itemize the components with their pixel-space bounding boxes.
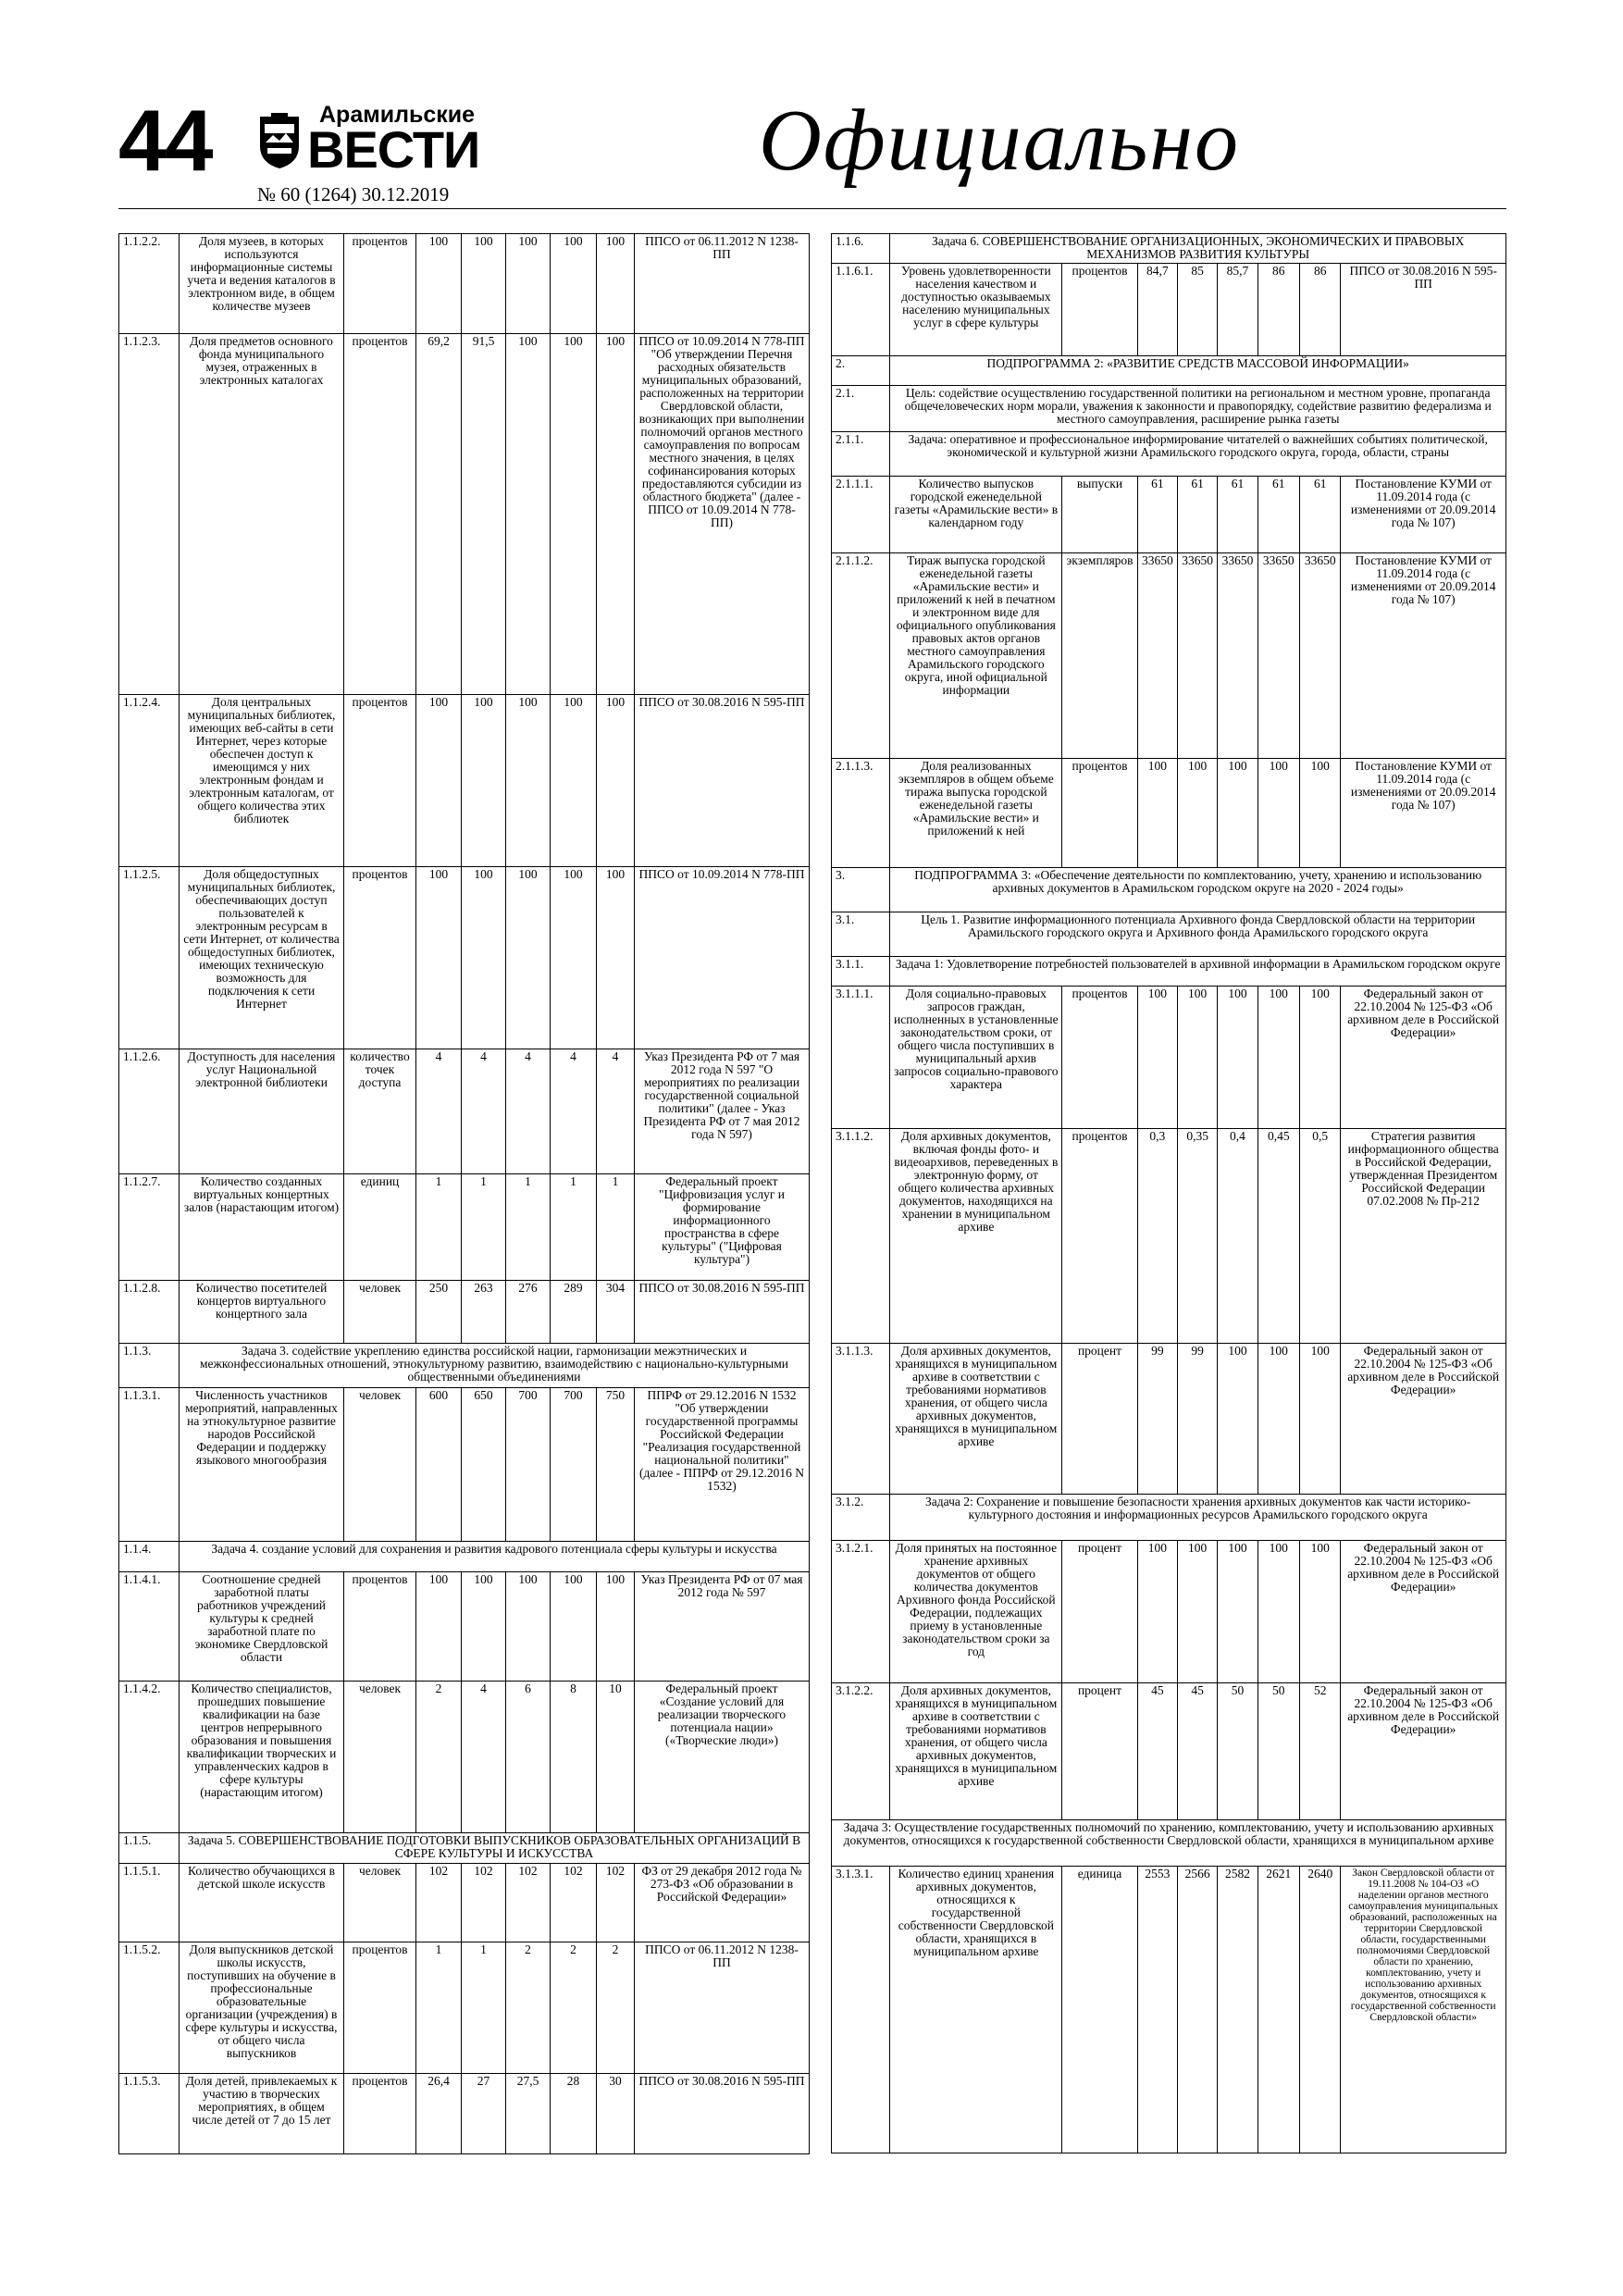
value-2021: 45 [1177, 1683, 1217, 1820]
indicator-name: Количество созданных виртуальных концертных залов (нарастающим итогом) [180, 1174, 344, 1281]
value-2020: 84,7 [1137, 264, 1177, 356]
indicator-name: Доля музеев, в которых используются информационные системы учета и ведения каталогов в электронном виде, в общем количестве музеев [180, 234, 344, 334]
task-text: ПОДПРОГРАММА 2: «РАЗВИТИЕ СРЕДСТВ МАССОВОЙ ИНФОРМАЦИИ» [890, 356, 1506, 386]
indicator-name: Доля детей, привлекаемых к участию в творческих мероприятиях, в общем числе детей от 7 до 15 лет [180, 2074, 344, 2154]
task-text: Задача 2: Сохранение и повышение безопасности хранения архивных документов как части историко-культурного достояния и информационных ресурсов Арамильского городского округа [890, 1495, 1506, 1541]
indicator-name: Количество выпусков городской еженедельной газеты «Арамильские вести» в календарном году [890, 477, 1062, 553]
value-2022: 27,5 [506, 2074, 551, 2154]
value-2023: 700 [551, 1388, 597, 1542]
row-code: 3.1.2.2. [832, 1683, 890, 1820]
source-document: Закон Свердловской области от 19.11.2008 № 104-ОЗ «О наделении органов местного самоуправления муниципальных образований, расположенных на территории Свердловской области, государственными полномочиями Свердловской области по хранению, комплектованию, учету и использованию архивных документов, относящихся к государственной собственности Свердловской области» [1341, 1867, 1506, 2153]
table-row [832, 1867, 1506, 2153]
row-code: 2.1.1.3. [832, 759, 890, 868]
row-code: 3.1.1. [832, 957, 890, 987]
value-2024: 1 [597, 1174, 635, 1281]
value-2020: 100 [416, 867, 462, 1049]
unit: выпуски [1062, 477, 1137, 553]
task-row [832, 234, 1506, 264]
value-2022: 276 [506, 1281, 551, 1344]
value-2020: 100 [416, 695, 462, 867]
value-2022: 100 [1218, 1541, 1258, 1683]
table-row [832, 759, 1506, 868]
unit: количество точек доступа [344, 1049, 416, 1174]
value-2020: 100 [1137, 987, 1177, 1129]
task-text: Задача 4. создание условий для сохранения и развития кадрового потенциала сферы культуры и искусства [180, 1542, 810, 1572]
value-2021: 263 [462, 1281, 506, 1344]
table-row [832, 1683, 1506, 1820]
value-2022: 2 [506, 1942, 551, 2074]
row-code: 1.1.5.1. [119, 1864, 180, 1942]
table-row [119, 1388, 810, 1542]
value-2021: 100 [1177, 1541, 1217, 1683]
table-row [119, 2074, 810, 2154]
task-text: Задача: оперативное и профессиональное информирование читателей о важнейших событиях политической, экономической и культурной жизни Арамильского городского округа, города, области, страны [890, 432, 1506, 477]
value-2024: 100 [597, 234, 635, 334]
value-2021: 650 [462, 1388, 506, 1542]
row-code: 3.1. [832, 912, 890, 957]
row-code: 3.1.1.3. [832, 1344, 890, 1495]
value-2020: 250 [416, 1281, 462, 1344]
unit: единиц [344, 1174, 416, 1281]
value-2023: 100 [1258, 759, 1299, 868]
value-2024: 100 [597, 334, 635, 695]
table-row [119, 334, 810, 695]
task-row [832, 356, 1506, 386]
logo-main-text: ВЕСТИ [307, 120, 480, 179]
value-2020: 99 [1137, 1344, 1177, 1495]
table-row [832, 553, 1506, 759]
table-row [119, 1682, 810, 1833]
task-text: Задача 5. СОВЕРШЕНСТВОВАНИЕ ПОДГОТОВКИ ВЫПУСКНИКОВ ОБРАЗОВАТЕЛЬНЫХ ОРГАНИЗАЦИЙ В СФЕРЕ КУЛЬТУРЫ И ИСКУССТВА [180, 1833, 810, 1864]
source-document: Федеральный закон от 22.10.2004 № 125-ФЗ «Об архивном деле в Российской Федерации» [1341, 1683, 1506, 1820]
indicator-name: Количество специалистов, прошедших повышение квалификации на базе центров непрерывного образования и повышения квалификации творческих и управленческих кадров в сфере культуры (нарастающим итогом) [180, 1682, 344, 1833]
source-document: ППСО от 30.08.2016 N 595-ПП [635, 1281, 810, 1344]
indicator-name: Доля предметов основного фонда муниципального музея, отраженных в электронных каталогах [180, 334, 344, 695]
source-document: Стратегия развития информационного общества в Российской Федерации, утвержденная Президентом Российской Федерации 07.02.2008 № Пр-212 [1341, 1129, 1506, 1344]
task-text: Цель: содействие осуществлению государственной политики на региональном и местном уровне, пропаганда общечеловеческих норм морали, уважения к законности и правопорядку, содействие развитию федерализма и местного самоуправления, расширение рынка газеты [890, 386, 1506, 432]
value-2023: 86 [1258, 264, 1299, 356]
value-2023: 100 [551, 695, 597, 867]
value-2020: 0,3 [1137, 1129, 1177, 1344]
indicator-name: Доля социально-правовых запросов граждан, исполненных в установленные законодательством сроки, от общего числа поступивших в муниципальный архив запросов социально-правового характера [890, 987, 1062, 1129]
task-text: Задача 1: Удовлетворение потребностей пользователей в архивной информации в Арамильском городском округе [890, 957, 1506, 987]
value-2020: 600 [416, 1388, 462, 1542]
unit: процентов [344, 1942, 416, 2074]
value-2021: 61 [1177, 477, 1217, 553]
task-text: Задача 3. содействие укреплению единства российской нации, гармонизации межэтнических и межконфессиональных отношений, этнокультурному развитию, взаимодействию с национально-культурными общественными объединениями [180, 1344, 810, 1388]
value-2020: 100 [1137, 759, 1177, 868]
unit: процентов [344, 867, 416, 1049]
indicator-name: Тираж выпуска городской еженедельной газеты «Арамильские вести» и приложений к ней в печатном и электронном виде для официального опубликования правовых актов органов местного самоуправления Арамильского городского округа, иной официальной информации [890, 553, 1062, 759]
task-text: Цель 1. Развитие информационного потенциала Архивного фонда Свердловской области на территории Арамильского городского округа и Архивного фонда Арамильского городского округа [890, 912, 1506, 957]
row-code: 1.1.2.3. [119, 334, 180, 695]
value-2023: 61 [1258, 477, 1299, 553]
unit: процентов [344, 334, 416, 695]
task-row [832, 386, 1506, 432]
value-2020: 26,4 [416, 2074, 462, 2154]
table-row [119, 1049, 810, 1174]
page-header [0, 0, 1623, 205]
value-2022: 85,7 [1218, 264, 1258, 356]
value-2022: 100 [506, 1572, 551, 1682]
table-row [119, 1942, 810, 2074]
row-code: 1.1.6. [832, 234, 890, 264]
row-code: 2.1.1. [832, 432, 890, 477]
table-row [832, 264, 1506, 356]
value-2023: 0,45 [1258, 1129, 1299, 1344]
row-code: 1.1.2.4. [119, 695, 180, 867]
value-2023: 1 [551, 1174, 597, 1281]
task-row [832, 912, 1506, 957]
table-row [832, 1541, 1506, 1683]
value-2024: 100 [1300, 1541, 1341, 1683]
indicator-name: Доля архивных документов, включая фонды фото- и видеоархивов, переведенных в электронную форму, от общего количества архивных документов, находящихся на хранении в муниципальном архиве [890, 1129, 1062, 1344]
value-2024: 86 [1300, 264, 1341, 356]
indicators-table-left [118, 233, 810, 2154]
value-2021: 33650 [1177, 553, 1217, 759]
row-code: 1.1.2.7. [119, 1174, 180, 1281]
value-2022: 100 [1218, 759, 1258, 868]
task-text: ПОДПРОГРАММА 3: «Обеспечение деятельности по комплектованию, учету, хранению и использованию архивных документов в Арамильском городском округе на 2020 - 2024 годы» [890, 868, 1506, 912]
value-2020: 69,2 [416, 334, 462, 695]
row-code: 3.1.3.1. [832, 1867, 890, 2153]
unit: человек [344, 1864, 416, 1942]
source-document: Указ Президента РФ от 7 мая 2012 года N 597 "О мероприятиях по реализации государственной социальной политики" (далее - Указ Президента РФ от 7 мая 2012 года N 597) [635, 1049, 810, 1174]
unit: процент [1062, 1683, 1137, 1820]
unit: процентов [1062, 759, 1137, 868]
value-2020: 33650 [1137, 553, 1177, 759]
unit: процентов [344, 695, 416, 867]
task-row [119, 1833, 810, 1864]
value-2020: 45 [1137, 1683, 1177, 1820]
value-2023: 33650 [1258, 553, 1299, 759]
value-2024: 100 [597, 1572, 635, 1682]
source-document: Федеральный закон от 22.10.2004 № 125-ФЗ «Об архивном деле в Российской Федерации» [1341, 987, 1506, 1129]
indicator-name: Доступность для населения услуг Национальной электронной библиотеки [180, 1049, 344, 1174]
source-document: ФЗ от 29 декабря 2012 года № 273-ФЗ «Об образовании в Российской Федерации» [635, 1864, 810, 1942]
source-document: Федеральный закон от 22.10.2004 № 125-ФЗ «Об архивном деле в Российской Федерации» [1341, 1541, 1506, 1683]
value-2021: 27 [462, 2074, 506, 2154]
value-2024: 2 [597, 1942, 635, 2074]
value-2020: 100 [1137, 1541, 1177, 1683]
row-code: 1.1.5.3. [119, 2074, 180, 2154]
task-row [119, 1542, 810, 1572]
value-2023: 4 [551, 1049, 597, 1174]
row-code: 1.1.3. [119, 1344, 180, 1388]
row-code: 1.1.4. [119, 1542, 180, 1572]
value-2021: 4 [462, 1682, 506, 1833]
value-2021: 100 [462, 695, 506, 867]
unit: процентов [1062, 1129, 1137, 1344]
unit: процентов [1062, 264, 1137, 356]
value-2021: 100 [462, 234, 506, 334]
unit: процентов [344, 2074, 416, 2154]
value-2022: 0,4 [1218, 1129, 1258, 1344]
value-2022: 50 [1218, 1683, 1258, 1820]
value-2021: 100 [462, 1572, 506, 1682]
indicator-name: Численность участников мероприятий, направленных на этнокультурное развитие народов Российской Федерации и поддержку языкового многообразия [180, 1388, 344, 1542]
value-2024: 4 [597, 1049, 635, 1174]
section-title: Официально [759, 93, 1241, 189]
table-row [119, 1174, 810, 1281]
city-emblem-icon [256, 111, 303, 170]
source-document: Федеральный проект "Цифровизация услуг и формирование информационного пространства в сфере культуры" ("Цифровая культура") [635, 1174, 810, 1281]
value-2024: 100 [1300, 1344, 1341, 1495]
row-code: 1.1.5. [119, 1833, 180, 1864]
table-row [119, 234, 810, 334]
value-2023: 2 [551, 1942, 597, 2074]
source-document: Федеральный проект «Создание условий для реализации творческого потенциала нации» («Творческие люди») [635, 1682, 810, 1833]
value-2020: 61 [1137, 477, 1177, 553]
value-2022: 100 [1218, 987, 1258, 1129]
value-2021: 85 [1177, 264, 1217, 356]
value-2020: 4 [416, 1049, 462, 1174]
table-row [119, 867, 810, 1049]
value-2023: 2621 [1258, 1867, 1299, 2153]
task-row [832, 432, 1506, 477]
value-2023: 100 [1258, 987, 1299, 1129]
indicator-name: Уровень удовлетворенности населения качеством и доступностью оказываемых населению муниципальных услуг в сфере культуры [890, 264, 1062, 356]
value-2024: 102 [597, 1864, 635, 1942]
value-2021: 100 [462, 867, 506, 1049]
header-divider [118, 208, 1506, 209]
value-2021: 0,35 [1177, 1129, 1217, 1344]
row-code: 2. [832, 356, 890, 386]
source-document: ППРФ от 29.12.2016 N 1532 "Об утверждении государственной программы Российской Федерации "Реализация государственной национальной политики" (далее - ППРФ от 29.12.2016 N 1532) [635, 1388, 810, 1542]
indicator-name: Доля общедоступных муниципальных библиотек, обеспечивающих доступ пользователей к электронным ресурсам в сети Интернет, от количества общедоступных библиотек, имеющих техническую возможность для подключения к сети Интернет [180, 867, 344, 1049]
value-2024: 304 [597, 1281, 635, 1344]
value-2023: 100 [551, 334, 597, 695]
value-2022: 100 [506, 695, 551, 867]
value-2020: 102 [416, 1864, 462, 1942]
value-2022: 2582 [1218, 1867, 1258, 2153]
indicator-name: Доля принятых на постоянное хранение архивных документов от общего количества документов Архивного фонда Российской Федерации, подлежащих приему в установленные законодательством сроки за год [890, 1541, 1062, 1683]
row-code: 3.1.2. [832, 1495, 890, 1541]
unit: человек [344, 1388, 416, 1542]
value-2023: 102 [551, 1864, 597, 1942]
value-2021: 1 [462, 1942, 506, 2074]
value-2024: 100 [1300, 759, 1341, 868]
value-2020: 2553 [1137, 1867, 1177, 2153]
row-code: 1.1.2.6. [119, 1049, 180, 1174]
logo-top-text: Арамильские [319, 102, 476, 128]
value-2023: 28 [551, 2074, 597, 2154]
value-2023: 8 [551, 1682, 597, 1833]
value-2023: 50 [1258, 1683, 1299, 1820]
row-code: 1.1.3.1. [119, 1388, 180, 1542]
value-2022: 61 [1218, 477, 1258, 553]
source-document: Постановление КУМИ от 11.09.2014 года (с изменениями от 20.09.2014 года № 107) [1341, 477, 1506, 553]
task-row [119, 1344, 810, 1388]
source-document: Постановление КУМИ от 11.09.2014 года (с изменениями от 20.09.2014 года № 107) [1341, 759, 1506, 868]
source-document: ППСО от 10.09.2014 N 778-ПП [635, 867, 810, 1049]
row-code: 3.1.1.2. [832, 1129, 890, 1344]
value-2023: 100 [1258, 1344, 1299, 1495]
value-2024: 100 [597, 867, 635, 1049]
value-2020: 100 [416, 1572, 462, 1682]
value-2022: 100 [506, 334, 551, 695]
value-2023: 100 [551, 1572, 597, 1682]
value-2024: 100 [597, 695, 635, 867]
value-2022: 100 [1218, 1344, 1258, 1495]
value-2021: 100 [1177, 987, 1217, 1129]
task-row [832, 868, 1506, 912]
table-row [832, 477, 1506, 553]
indicator-name: Доля реализованных экземпляров в общем объеме тиража выпуска городской еженедельной газеты «Арамильские вести» и приложений к ней [890, 759, 1062, 868]
task-row [832, 1495, 1506, 1541]
table-row [832, 1344, 1506, 1495]
row-code: 1.1.4.1. [119, 1572, 180, 1682]
task-row [832, 1820, 1506, 1867]
unit: процент [1062, 1344, 1137, 1495]
value-2024: 10 [597, 1682, 635, 1833]
value-2020: 2 [416, 1682, 462, 1833]
row-code: 1.1.2.5. [119, 867, 180, 1049]
table-row [832, 987, 1506, 1129]
indicator-name: Соотношение средней заработной платы работников учреждений культуры к средней заработной плате по экономике Свердловской области [180, 1572, 344, 1682]
value-2024: 2640 [1300, 1867, 1341, 2153]
value-2023: 289 [551, 1281, 597, 1344]
value-2024: 0,5 [1300, 1129, 1341, 1344]
unit: процентов [1062, 987, 1137, 1129]
row-code: 1.1.6.1. [832, 264, 890, 356]
indicator-name: Доля выпускников детской школы искусств, поступивших на обучение в профессиональные образовательные организации (учреждения) в сфере культуры и искусства, от общего числа выпускников [180, 1942, 344, 2074]
source-document: ППСО от 30.08.2016 N 595-ПП [635, 695, 810, 867]
indicator-name: Доля центральных муниципальных библиотек, имеющих веб-сайты в сети Интернет, через которые обеспечен доступ к имеющимся у них электронным фондам и электронным каталогам, от общего количества этих библиотек [180, 695, 344, 867]
page-number: 44 [118, 92, 212, 189]
table-row [119, 695, 810, 867]
row-code: 3.1.2.1. [832, 1541, 890, 1683]
value-2024: 33650 [1300, 553, 1341, 759]
row-code: 2.1. [832, 386, 890, 432]
newspaper-logo [254, 104, 481, 180]
value-2021: 99 [1177, 1344, 1217, 1495]
source-document: Федеральный закон от 22.10.2004 № 125-ФЗ «Об архивном деле в Российской Федерации» [1341, 1344, 1506, 1495]
table-row [119, 1281, 810, 1344]
indicator-name: Доля архивных документов, хранящихся в муниципальном архиве в соответствии с требованиями нормативов хранения, от общего числа архивных документов, хранящихся в муниципальном архиве [890, 1344, 1062, 1495]
unit: человек [344, 1682, 416, 1833]
row-code: 2.1.1.1. [832, 477, 890, 553]
table-row [119, 1864, 810, 1942]
value-2024: 750 [597, 1388, 635, 1542]
indicator-name: Количество посетителей концертов виртуального концертного зала [180, 1281, 344, 1344]
unit: человек [344, 1281, 416, 1344]
value-2023: 100 [551, 867, 597, 1049]
value-2022: 4 [506, 1049, 551, 1174]
source-document: ППСО от 10.09.2014 N 778-ПП "Об утверждении Перечня расходных обязательств муниципальных образований, расположенных на территории Свердловской области, возникающих при выполнении полномочий органов местного самоуправления по вопросам местного значения, в целях софинансирования которых предоставляются субсидии из областного бюджета" (далее - ППСО от 10.09.2014 N 778-ПП) [635, 334, 810, 695]
value-2022: 700 [506, 1388, 551, 1542]
row-code: 3. [832, 868, 890, 912]
source-document: ППСО от 30.08.2016 N 595-ПП [1341, 264, 1506, 356]
task-text: Задача 6. СОВЕРШЕНСТВОВАНИЕ ОРГАНИЗАЦИОННЫХ, ЭКОНОМИЧЕСКИХ И ПРАВОВЫХ МЕХАНИЗМОВ РАЗВИТИЯ КУЛЬТУРЫ [890, 234, 1506, 264]
value-2024: 61 [1300, 477, 1341, 553]
value-2024: 100 [1300, 987, 1341, 1129]
table-row [119, 1572, 810, 1682]
source-document: Указ Президента РФ от 07 мая 2012 года № 597 [635, 1572, 810, 1682]
indicator-name: Количество единиц хранения архивных документов, относящихся к государственной собственности Свердловской области, хранящихся в муниципальном архиве [890, 1867, 1062, 2153]
value-2022: 1 [506, 1174, 551, 1281]
value-2021: 2566 [1177, 1867, 1217, 2153]
source-document: Постановление КУМИ от 11.09.2014 года (с изменениями от 20.09.2014 года № 107) [1341, 553, 1506, 759]
value-2023: 100 [551, 234, 597, 334]
value-2020: 100 [416, 234, 462, 334]
value-2022: 102 [506, 1864, 551, 1942]
value-2024: 30 [597, 2074, 635, 2154]
value-2021: 100 [1177, 759, 1217, 868]
value-2022: 100 [506, 234, 551, 334]
task-row [832, 957, 1506, 987]
indicator-name: Количество обучающихся в детской школе искусств [180, 1864, 344, 1942]
issue-info: № 60 (1264) 30.12.2019 [257, 183, 450, 205]
source-document: ППСО от 06.11.2012 N 1238-ПП [635, 1942, 810, 2074]
row-code: 1.1.5.2. [119, 1942, 180, 2074]
unit: процент [1062, 1541, 1137, 1683]
row-code: 1.1.4.2. [119, 1682, 180, 1833]
source-document: ППСО от 06.11.2012 N 1238-ПП [635, 234, 810, 334]
row-code: 1.1.2.2. [119, 234, 180, 334]
unit: процентов [344, 1572, 416, 1682]
table-row [832, 1129, 1506, 1344]
indicators-table-right [831, 233, 1506, 2153]
value-2020: 1 [416, 1174, 462, 1281]
value-2023: 100 [1258, 1541, 1299, 1683]
row-code: 3.1.1.1. [832, 987, 890, 1129]
value-2022: 33650 [1218, 553, 1258, 759]
value-2021: 1 [462, 1174, 506, 1281]
value-2021: 102 [462, 1864, 506, 1942]
row-code: 2.1.1.2. [832, 553, 890, 759]
indicator-name: Доля архивных документов, хранящихся в муниципальном архиве в соответствии с требованиями нормативов хранения, от общего числа архивных документов, хранящихся в муниципальном архиве [890, 1683, 1062, 1820]
unit: экземпляров [1062, 553, 1137, 759]
value-2021: 91,5 [462, 334, 506, 695]
unit: процентов [344, 234, 416, 334]
value-2022: 6 [506, 1682, 551, 1833]
value-2022: 100 [506, 867, 551, 1049]
row-code: 1.1.2.8. [119, 1281, 180, 1344]
task-text: Задача 3: Осуществление государственных полномочий по хранению, комплектованию, учету и использованию архивных документов, относящихся к государственной собственности Свердловской области, хранящихся в муниципальном архиве [832, 1820, 1506, 1867]
source-document: ППСО от 30.08.2016 N 595-ПП [635, 2074, 810, 2154]
value-2024: 52 [1300, 1683, 1341, 1820]
value-2021: 4 [462, 1049, 506, 1174]
value-2020: 1 [416, 1942, 462, 2074]
unit: единица [1062, 1867, 1137, 2153]
